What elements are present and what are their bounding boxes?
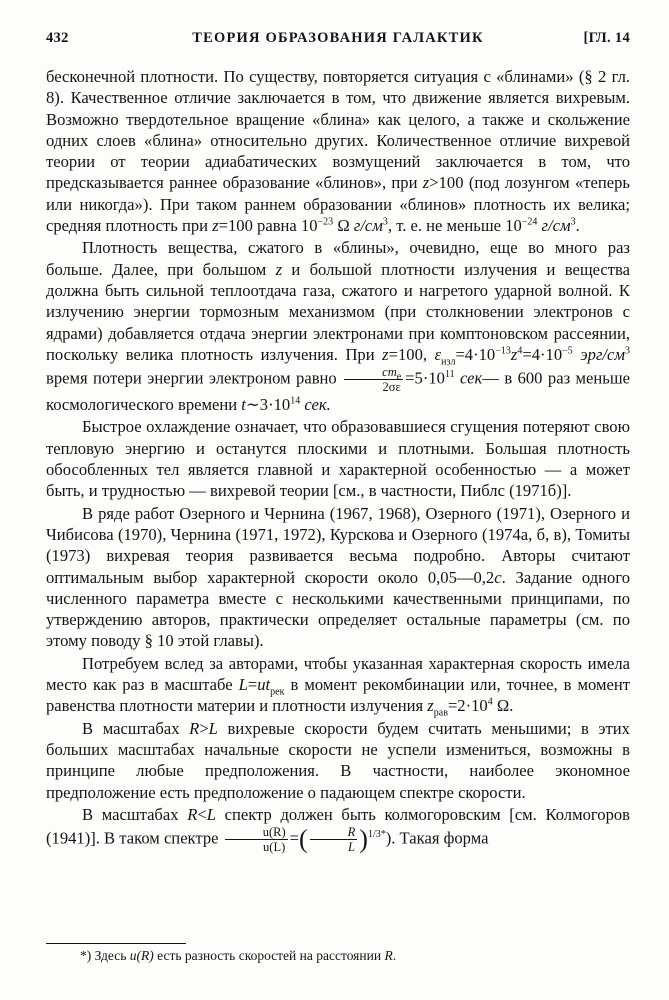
scale-ratio-fraction: $\frac{R}{L}$ bbox=[310, 825, 358, 854]
paragraph-3: Быстрое охлаждение означает, что образовавшиеся сгущения потеряют свою тепловую энергию и останутся плоскими и плотными. Большая плотность обособленных тел является главной и характерной особенностью — а может быть, и трудностью — вихревой теории [см., в частности, Пиблс (1971б)]. bbox=[46, 417, 630, 501]
footnote-divider bbox=[46, 943, 186, 944]
footnote: *) Здесь u(R) есть разность скоростей на расстоянии R. bbox=[80, 948, 397, 963]
paragraph-6: В масштабах R>L вихревые скорости будем считать меньшими; в этих больших масштабах начальные скорости не успели измениться, возможны в принципе любые предположения. В частности, наиболее экономное предположение есть предположение о падающем спектре скорости. bbox=[46, 718, 630, 802]
paragraph-2: Плотность вещества, сжатого в «блины», очевидно, еще во много раз больше. Далее, при большом z и большой плотности излучения и вещества должна быть сильной теплоотдача газа, сжатого и нагретого ударной волной. К излучению энергии тормозным механизмом (при столкновении электронов с ядрами) добавляется отдача энергии электронами при комптоновском рассеянии, поскольку велика плотность излучения. При z=100, $\varepsilon_{изл}=4\cdot 10^{-13}z^4=4\cdot 10^{-5}$ эрг/$см^3$ время потери энергии электроном равно $\frac{cm_e}{2\sigma\varepsilon}$ $=5\cdot 10^{11}$ сек— в 600 раз меньше космологического времени $t\sim 3\cdot 10^{14}$ сек. bbox=[46, 238, 631, 415]
paragraph-5: Потребуем вслед за авторами, чтобы указанная характерная скорость имела место как раз в масштабе $L=ut_{рек}$ в момент рекомбинации или, точнее, в момент равенства плотности материи и плотности излучения $z_{рав}=2\cdot 10^4$ Ω. bbox=[46, 653, 630, 719]
formula-fraction: $\frac{cm_e}{2\sigma\varepsilon}$ bbox=[344, 365, 403, 394]
running-header bbox=[46, 30, 630, 50]
running-title: ТЕОРИЯ ОБРАЗОВАНИЯ ГАЛАКТИК bbox=[192, 30, 484, 46]
paragraph-1: бесконечной плотности. По существу, повторяется ситуация с «блинами» (§ 2 гл. 8). Качественное отличие заключается в том, что движение является вихревым. Возможно твердотельное вращение «блина» как целого, а также и скольжение одних слоев «блина» относительно других. Количественное отличие вихревой теории от теории адиабатических возмущений заключается в том, что предсказывается раннее образование «блинов», при z>100 (под лозунгом «теперь или никогда»). При таком раннем образовании «блинов» плотность их велика; средняя плотность при z=100 равна $10^{-23}$ Ω $г/см^3$, т. е. не меньше $10^{-24}$ $г/см^3$. bbox=[46, 67, 630, 236]
velocity-ratio-fraction: $\frac{u(R)}{u(L)}$ bbox=[225, 825, 288, 854]
chapter-reference: [ГЛ. 14 bbox=[583, 30, 630, 46]
text-body bbox=[46, 66, 630, 854]
paragraph-4: В ряде работ Озерного и Чернина (1967, 1968), Озерного (1971), Озерного и Чибисова (1970), Чернина (1971, 1972), Курскова и Озерного (1974а, б, в), Томиты (1973) вихревая теория развивается весьма подробно. Авторы считают оптимальным выбор характерной скорости около 0,05—0,2c. Задание одного численного параметра вместе с несколькими качественными принципами, по утверждению авторов, практически определяет остальные параметры (см. по этому поводу § 10 этой главы). bbox=[46, 503, 631, 651]
page-number: 432 bbox=[46, 30, 69, 46]
paragraph-7: В масштабах R<L спектр должен быть колмогоровским [см. Колмогоров (1941)]. В таком спектре $\frac{u(R)}{u(L)}$ =( $\frac{R}{L}$ )$^{1/3*}$). Такая форма bbox=[46, 804, 630, 855]
